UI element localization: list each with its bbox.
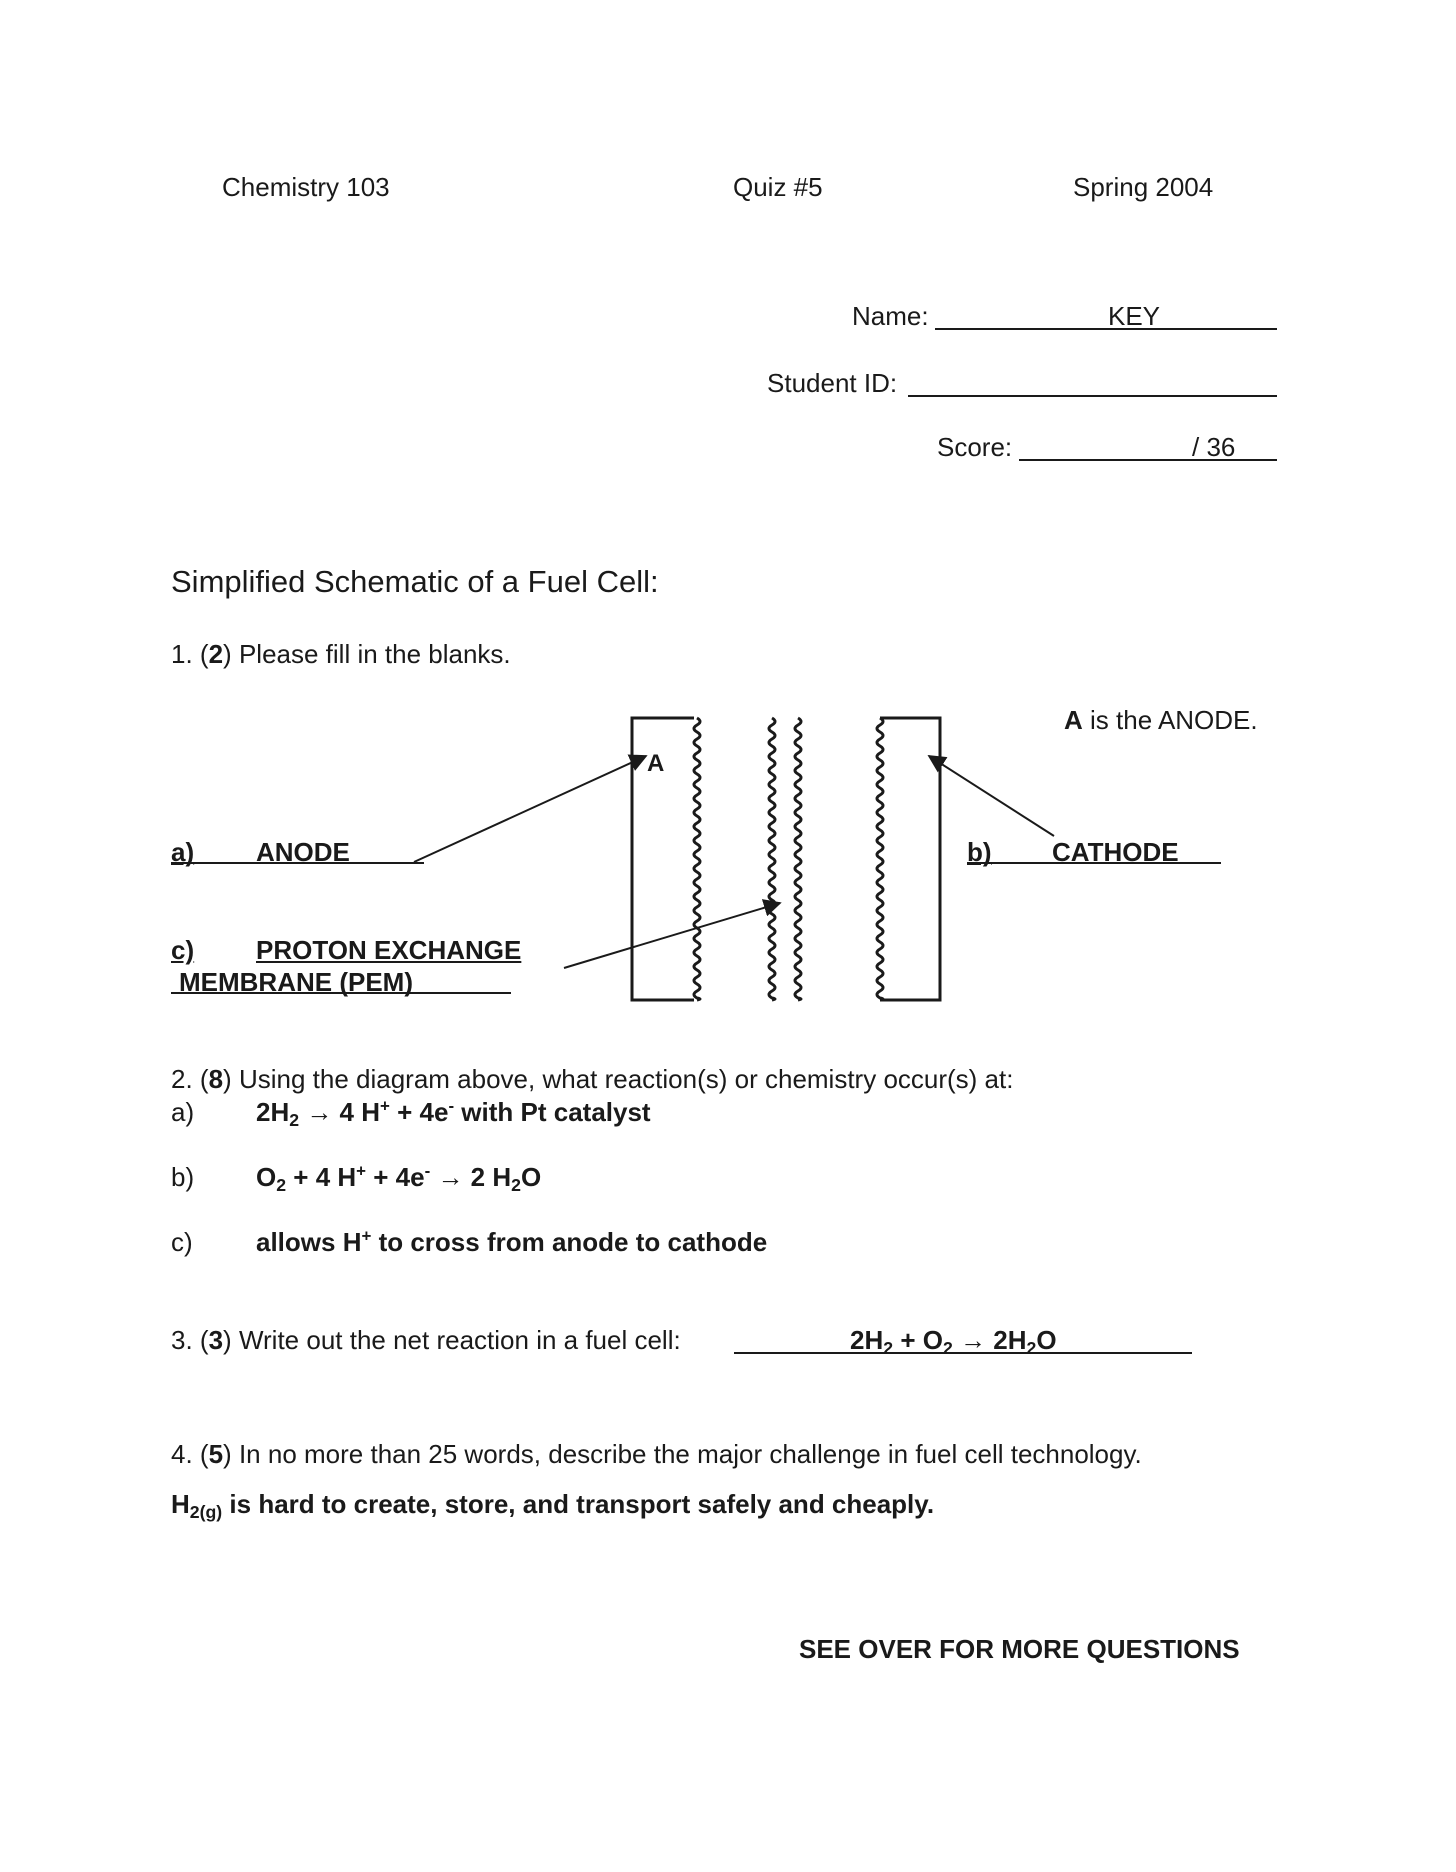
answer-b-text: CATHODE xyxy=(1052,837,1179,867)
q2-b-answer: $O_2 + 4$ H+ + 4e- → 2 $H_2O$ xyxy=(256,1161,542,1195)
question-4-number: 4. ( xyxy=(171,1439,209,1469)
answer-c-text-line1: PROTON EXCHANGE xyxy=(256,935,522,965)
question-1-points: 2 xyxy=(208,639,224,669)
question-3-number: 3. ( xyxy=(171,1325,209,1355)
question-2-points: 8 xyxy=(208,1064,224,1094)
question-2-text: Using the diagram above, what reaction(s) or chemistry occur(s) at: xyxy=(238,1064,1014,1094)
answer-b-letter: b) xyxy=(967,837,992,867)
section-title: Simplified Schematic of a Fuel Cell: xyxy=(171,564,659,599)
question-3-answer: $2H_2 + O_2 \to 2H_2O$ xyxy=(850,1325,1057,1358)
question-4-text: In no more than 25 words, describe the major challenge in fuel cell technology. xyxy=(238,1439,1142,1469)
q2-a-answer: $2H_2 \to 4$ H+ + 4e- with Pt catalyst xyxy=(256,1096,651,1130)
cathode-arrow xyxy=(929,756,1054,836)
answer-a-letter: a) xyxy=(171,837,195,867)
name-label: Name: xyxy=(852,301,929,331)
score-label: Score: xyxy=(937,432,1013,462)
answer-b-line xyxy=(967,862,1221,864)
membrane-wavy-left xyxy=(769,718,775,1000)
question-1-number: 1. ( xyxy=(171,639,209,669)
q2-a-letter: a) xyxy=(171,1097,195,1127)
anode-note-letter: A xyxy=(1064,705,1083,735)
diagram-label-a: A xyxy=(647,750,665,777)
anode-arrow xyxy=(414,756,646,862)
question-2-close: ) xyxy=(223,1064,232,1094)
membrane-arrow xyxy=(564,903,780,968)
course-title: Chemistry 103 xyxy=(222,172,390,202)
question-4-answer: $H_{2(g)}$ is hard to create, store, and transport safely and cheaply. xyxy=(171,1489,935,1522)
see-over-notice: SEE OVER FOR MORE QUESTIONS xyxy=(799,1634,1240,1664)
question-4-points: 5 xyxy=(208,1439,224,1469)
answer-a-line xyxy=(171,862,424,864)
cathode-plate xyxy=(880,718,940,1000)
student-id-label: Student ID: xyxy=(767,368,898,398)
question-2-number: 2. ( xyxy=(171,1064,209,1094)
question-3-close: ) xyxy=(223,1325,232,1355)
anode-note-text: is the ANODE. xyxy=(1082,705,1258,735)
question-3-text: Write out the net reaction in a fuel cell: xyxy=(238,1325,681,1355)
answer-c-text-line2: MEMBRANE (PEM) xyxy=(179,967,413,997)
question-3 xyxy=(171,1327,681,1353)
score-value: / 36 xyxy=(1192,432,1236,462)
question-4-close: ) xyxy=(223,1439,232,1469)
quiz-title: Quiz #5 xyxy=(733,172,823,202)
membrane-wavy-right xyxy=(795,718,801,1000)
question-2 xyxy=(171,1066,1013,1092)
q2-b-letter: b) xyxy=(171,1162,195,1192)
term-title: Spring 2004 xyxy=(1073,172,1214,202)
q2-c-answer: allows H+ to cross from anode to cathode xyxy=(256,1226,768,1257)
name-value: KEY xyxy=(1108,301,1161,331)
cathode-wavy-edge xyxy=(877,718,883,1000)
question-4 xyxy=(171,1441,1142,1467)
question-1-close: ) xyxy=(223,639,232,669)
answer-a-text: ANODE xyxy=(256,837,350,867)
question-1-text: Please fill in the blanks. xyxy=(238,639,511,669)
anode-wavy-edge xyxy=(694,718,700,1000)
answer-c-line xyxy=(171,992,511,994)
q2-c-letter: c) xyxy=(171,1227,193,1257)
answer-c-letter: c) xyxy=(171,935,195,965)
question-3-points: 3 xyxy=(208,1325,224,1355)
